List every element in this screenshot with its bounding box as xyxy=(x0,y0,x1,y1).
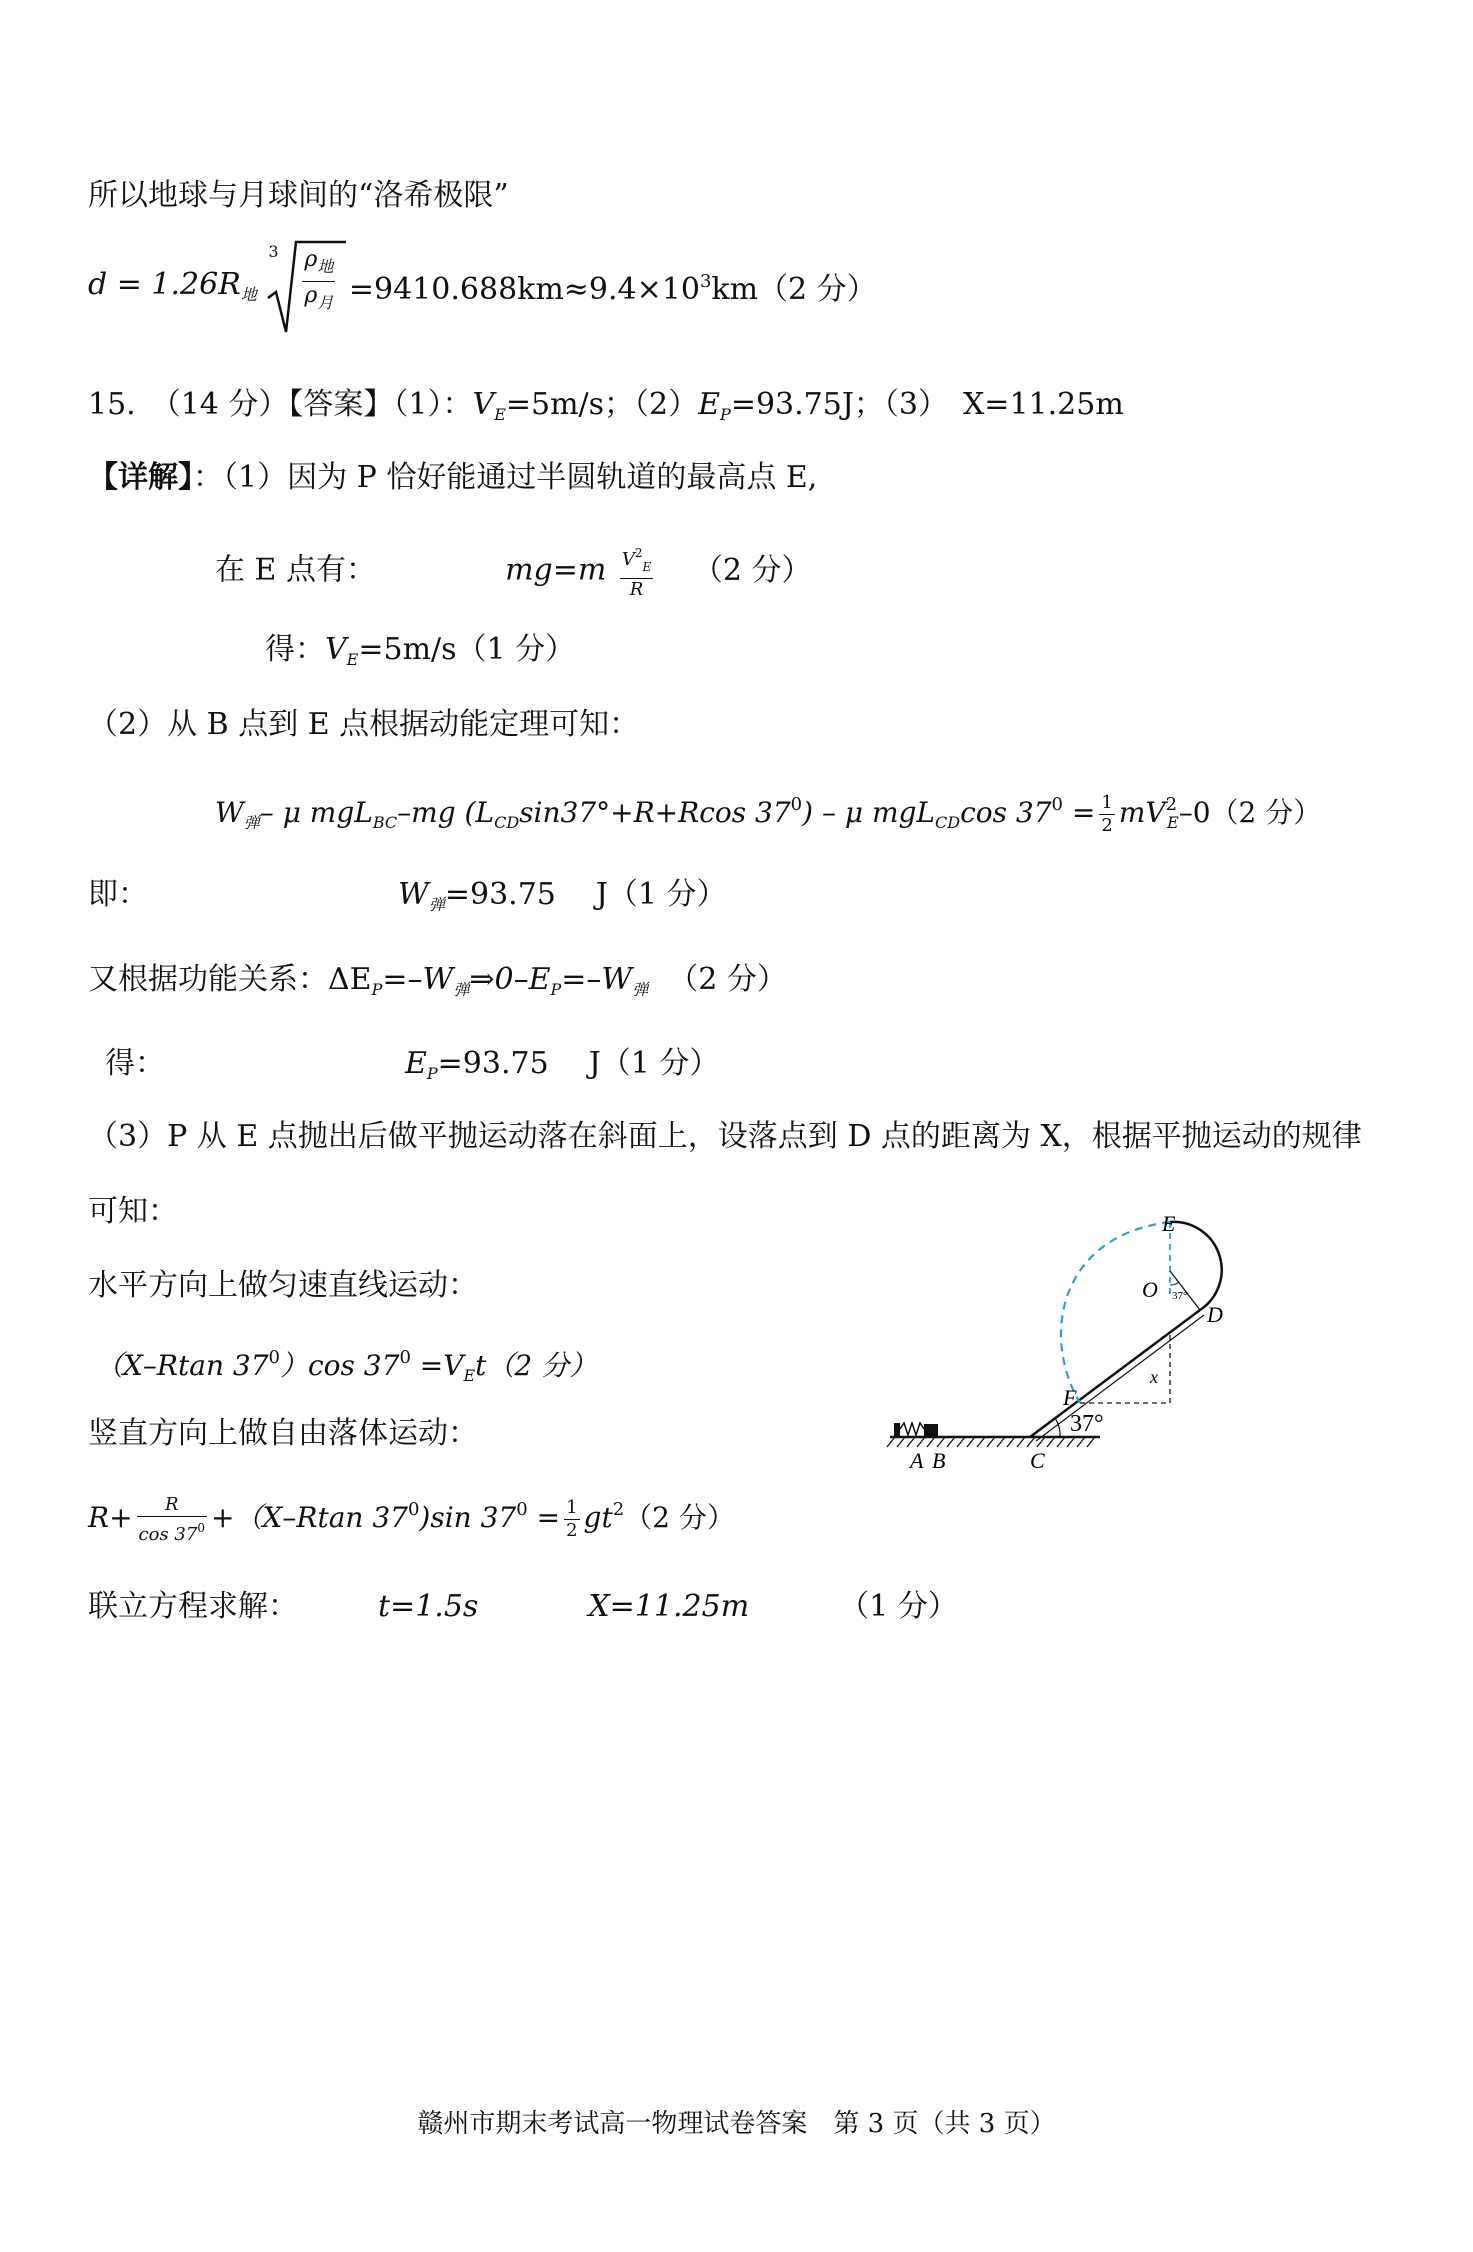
horizontal-label: 水平方向上做匀速直线运动： xyxy=(88,1268,478,1303)
q15-answer-line: 15. （14 分）【答案】（1）：$V_E=5m/s$；$(2)E_P=93.75J$；（3） X=11.25m xyxy=(88,387,1124,424)
part3-intro-b: 可知： xyxy=(88,1194,178,1229)
label-37-small: 37° xyxy=(1172,1290,1188,1302)
cube-root: 3 $\frac{\rho_地}{\rho_月}$ xyxy=(266,236,339,336)
part2-intro: （2）从 B 点到 E 点根据动能定理可知： xyxy=(88,707,640,742)
projectile-diagram xyxy=(880,1215,1260,1490)
eq-work-energy: $W_弹-$ μ mgL$_{BC}$–mg ($L_{CD}\sin 37^\circ+R+Rcos$ $37^0$) – μ mgL$_{CD}$cos $37^0$ = $\frac{1}{2}$ $mV^2_E-0(2$ 分） xyxy=(215,792,1322,836)
eq-vertical: R+ $\frac{R}{\cos 37^0}$ +（X–Rtan $37^0)\sin$ $37^0$ = $\frac{1}{2}$ $gt^2(2$ 分） xyxy=(88,1493,735,1545)
eq-horizontal: （X–Rtan $37^0)\cos$ $37^0 =V_Et(2$ 分） xyxy=(95,1347,598,1385)
radical-sign-icon xyxy=(266,236,346,336)
angle-arc-o xyxy=(1170,1282,1179,1285)
result-ve: 得：$V_E=5m/s(1$ 分） xyxy=(265,632,576,669)
energy-relation: 又根据功能关系：$\Delta E_P=-W_弹\Rightarrow 0-E_P=-W_弹$ （2 分） xyxy=(88,962,787,999)
label-b: B xyxy=(932,1448,946,1473)
solve-line: 联立方程求解： t=1.5s X=11.25m （1 分） xyxy=(88,1589,958,1624)
roche-intro-text: 所以地球与月球间的“洛希极限” xyxy=(88,178,509,213)
vertical-label: 竖直方向上做自由落体运动： xyxy=(88,1416,478,1451)
q15-explain-1: 【详解】：（1）因为 P 恰好能通过半圆轨道的最高点 E, xyxy=(88,460,818,495)
angle-arc-c xyxy=(1055,1418,1060,1437)
label-e: E xyxy=(1162,1215,1176,1236)
work-result: 即： $W_弹=93.75$ J（1 分） xyxy=(88,877,727,914)
eq-point-e: 在 E 点有： mg=m $\frac{V^2_E}{R}$ （2 分） xyxy=(215,542,811,602)
label-a: A xyxy=(910,1448,924,1473)
label-o: O xyxy=(1142,1277,1158,1302)
label-f: F xyxy=(1063,1385,1077,1410)
part3-intro-a: （3）P 从 E 点抛出后做平抛运动落在斜面上，设落点到 D 点的距离为 X，根据平抛运动的规律 xyxy=(88,1119,1362,1154)
spring-icon xyxy=(894,1423,938,1437)
roche-formula: $d = 1.26R_地$ 3 $\frac{\rho_地}{\rho_月}$ $=9410.688km\approx 9.4\times 10^3km(2$ 分） xyxy=(88,236,877,346)
ep-result: 得： $E_P=93.75$ J（1 分） xyxy=(105,1046,720,1083)
label-x: x xyxy=(1150,1367,1158,1387)
label-37: 37° xyxy=(1070,1411,1104,1437)
page-footer: 赣州市期末考试高一物理试卷答案 第 3 页（共 3 页） xyxy=(417,2109,1056,2139)
ground-hatch xyxy=(887,1437,1095,1447)
label-d: D xyxy=(1207,1302,1223,1327)
label-c: C xyxy=(1030,1448,1045,1473)
